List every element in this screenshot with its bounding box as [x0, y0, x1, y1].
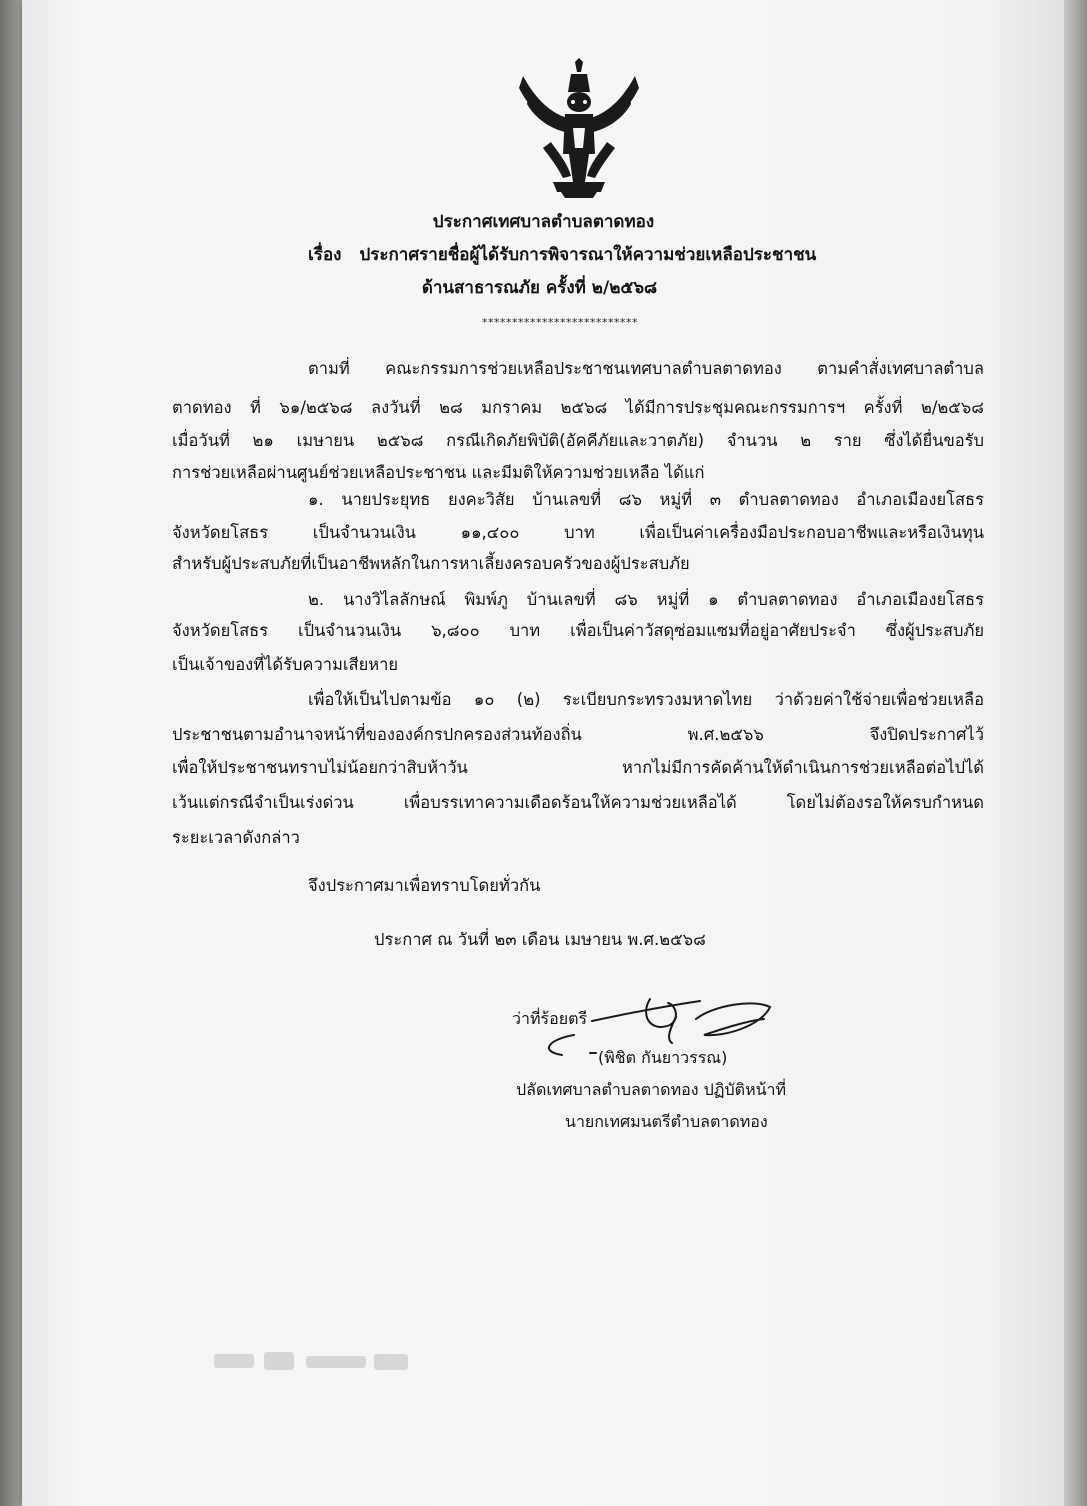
- signer-position-line-1: ปลัดเทศบาลตำบลตาดทอง ปฏิบัติหน้าที่: [516, 1080, 787, 1099]
- document-title: ประกาศเทศบาลตำบลตาดทอง: [432, 212, 655, 232]
- paragraph1-line: ตามที่ คณะกรรมการช่วยเหลือประชาชนเทศบาลตำบลตาดทอง ตามคำสั่งเทศบาลตำบล: [308, 359, 984, 378]
- closing-line: จึงประกาศมาเพื่อทราบโดยทั่วกัน: [308, 876, 541, 895]
- subject-line-1: ประกาศรายชื่อผู้ได้รับการพิจารณาให้ความช่วยเหลือประชาชน: [359, 245, 817, 265]
- paragraph1-line: เมื่อวันที่ ๒๑ เมษายน ๒๕๖๘ กรณีเกิดภัยพิบัติ(อัคคีภัยและวาตภัย) จำนวน ๒ ราย ซึ่งได้ยื่นขอรับ: [172, 431, 984, 450]
- signer-position-line-2: นายกเทศมนตรีตำบลตาดทอง: [565, 1112, 768, 1131]
- signer-rank: ว่าที่ร้อยตรี: [512, 1009, 588, 1028]
- subject-line-2: ด้านสาธารณภัย ครั้งที่ ๒/๒๕๖๘: [421, 278, 658, 298]
- paragraph2-line: เพื่อให้ประชาชนทราบไม่น้อยกว่าสิบห้าวัน หากไม่มีการคัดค้านให้ดำเนินการช่วยเหลือต่อไปได้: [172, 758, 984, 777]
- document-subject: [308, 241, 816, 268]
- item2-line: เป็นเจ้าของที่ได้รับความเสียหาย: [172, 655, 399, 674]
- paragraph2-line: เพื่อให้เป็นไปตามข้อ ๑๐ (๒) ระเบียบกระทรวงมหาดไทย ว่าด้วยค่าใช้จ่ายเพื่อช่วยเหลือ: [308, 690, 984, 709]
- paragraph2-line: ประชาชนตามอำนาจหน้าที่ขององค์กรปกครองส่วนท้องถิ่น พ.ศ.๒๕๖๖ จึงปิดประกาศไว้: [172, 725, 984, 744]
- signer-name: (พิชิต กันยาวรรณ): [598, 1048, 728, 1067]
- garuda-emblem-icon: [515, 58, 645, 198]
- separator: **************************: [482, 316, 638, 329]
- subject-label: เรื่อง: [308, 245, 342, 265]
- announcement-date: ประกาศ ณ วันที่ ๒๓ เดือน เมษายน พ.ศ.๒๕๖๘: [374, 930, 706, 949]
- paragraph2-line: เว้นแต่กรณีจำเป็นเร่งด่วน เพื่อบรรเทาความเดือดร้อนให้ความช่วยเหลือได้ โดยไม่ต้องรอให้ครบกำหนด: [172, 793, 984, 812]
- item1-line: สำหรับผู้ประสบภัยที่เป็นอาชีพหลักในการหาเลี้ยงครอบครัวของผู้ประสบภัย: [172, 554, 690, 573]
- item1-line: ๑. นายประยุทธ ยงคะวิสัย บ้านเลขที่ ๘๖ หมู่ที่ ๓ ตำบลตาดทอง อำเภอเมืองยโสธร: [308, 490, 984, 509]
- faint-bleed-through-mark: [214, 1348, 454, 1378]
- item2-line: จังหวัดยโสธร เป็นจำนวนเงิน ๖,๘๐๐ บาท เพื่อเป็นค่าวัสดุซ่อมแซมที่อยู่อาศัยประจำ ซึ่งผู้ประสบภัย: [172, 621, 984, 640]
- paragraph1-line: ตาดทอง ที่ ๖๑/๒๕๖๘ ลงวันที่ ๒๘ มกราคม ๒๕๖๘ ได้มีการประชุมคณะกรรมการฯ ครั้งที่ ๒/๒๕๖๘: [172, 398, 984, 417]
- item1-line: จังหวัดยโสธร เป็นจำนวนเงิน ๑๑,๔๐๐ บาท เพื่อเป็นค่าเครื่องมือประกอบอาชีพและหรือเงินทุน: [172, 523, 984, 542]
- item2-line: ๒. นางวิไลลักษณ์ พิมพ์ภู บ้านเลขที่ ๘๖ หมู่ที่ ๑ ตำบลตาดทอง อำเภอเมืองยโสธร: [308, 590, 984, 609]
- paragraph2-line: ระยะเวลาดังกล่าว: [172, 828, 300, 847]
- paragraph1-line: การช่วยเหลือผ่านศูนย์ช่วยเหลือประชาชน และมีมติให้ความช่วยเหลือ ได้แก่: [172, 463, 705, 482]
